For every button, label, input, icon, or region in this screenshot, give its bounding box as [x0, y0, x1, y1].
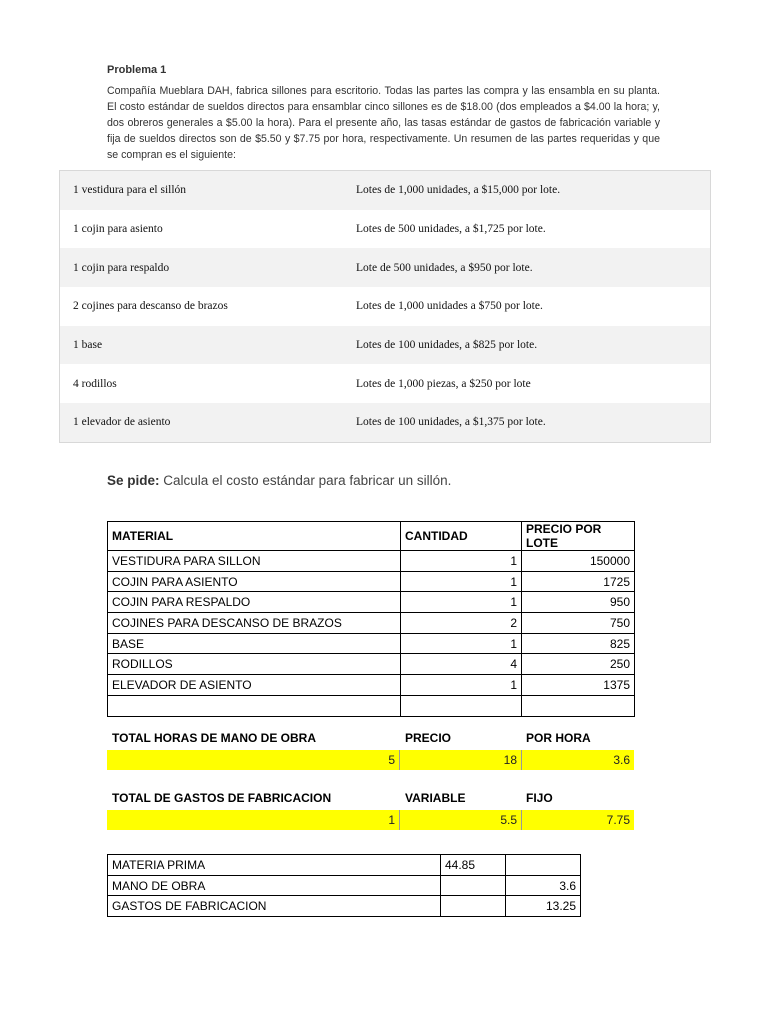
part-name: 1 cojin para respaldo [60, 248, 357, 287]
summary-label: GASTOS DE FABRICACION [108, 896, 441, 917]
labor-per-hour-value: 3.6 [522, 750, 634, 770]
summary-row [108, 896, 581, 917]
summary-table [107, 854, 581, 917]
overhead-values-row [107, 810, 634, 830]
parts-row [60, 403, 711, 442]
part-name: 1 cojin para asiento [60, 210, 357, 249]
summary-value-a [441, 896, 506, 917]
material-cell [108, 695, 401, 716]
parts-row [60, 248, 711, 287]
parts-row [60, 287, 711, 326]
part-name: 1 base [60, 326, 357, 365]
table-row [108, 551, 635, 572]
header-cantidad: CANTIDAD [401, 522, 522, 551]
summary-label: MATERIA PRIMA [108, 855, 441, 876]
problem-title: Problema 1 [107, 64, 167, 76]
part-lot: Lotes de 100 unidades, a $825 por lote. [356, 326, 711, 365]
material-cell: BASE [108, 633, 401, 654]
parts-table [59, 170, 711, 443]
precio-cell: 1375 [522, 675, 635, 696]
task-text: Calcula el costo estándar para fabricar un sillón. [163, 473, 452, 488]
material-cell: VESTIDURA PARA SILLON [108, 551, 401, 572]
overhead-header-variable: VARIABLE [405, 791, 466, 805]
materials-table [107, 521, 635, 717]
labor-price-value: 18 [400, 750, 522, 770]
parts-row [60, 210, 711, 249]
part-name: 4 rodillos [60, 364, 357, 403]
summary-value-a [441, 875, 506, 896]
precio-cell: 1725 [522, 571, 635, 592]
table-row [108, 613, 635, 634]
cantidad-cell: 4 [401, 654, 522, 675]
labor-header-hours: TOTAL HORAS DE MANO DE OBRA [112, 731, 317, 745]
cantidad-cell [401, 695, 522, 716]
precio-cell: 950 [522, 592, 635, 613]
material-cell: COJIN PARA RESPALDO [108, 592, 401, 613]
material-cell: ELEVADOR DE ASIENTO [108, 675, 401, 696]
material-cell: COJIN PARA ASIENTO [108, 571, 401, 592]
material-cell: COJINES PARA DESCANSO DE BRAZOS [108, 613, 401, 634]
cantidad-cell: 2 [401, 613, 522, 634]
labor-header-price: PRECIO [405, 731, 452, 745]
part-name: 1 elevador de asiento [60, 403, 357, 442]
table-row [108, 633, 635, 654]
parts-row [60, 364, 711, 403]
precio-cell [522, 695, 635, 716]
problem-statement: Compañía Mueblara DAH, fabrica sillones para escritorio. Todas las partes las compra y las ensambla en su planta. El costo estándar de sueldos directos para ensamblar cinco sillones es de $18.00 (dos empleados a $4.00 la hora; y, dos obreros generales a $5.00 la hora). Para el presente año, las tasas estándar de gastos de fabricación variable y fija de sueldos directos son de $5.50 y $7.75 por hora, respectivamente. Un resumen de las partes requeridas y que se compran es el siguiente: [107, 85, 660, 161]
part-name: 2 cojines para descanso de brazos [60, 287, 357, 326]
precio-cell: 750 [522, 613, 635, 634]
part-lot: Lotes de 1,000 unidades a $750 por lote. [356, 287, 711, 326]
summary-value-b: 13.25 [506, 896, 581, 917]
precio-cell: 250 [522, 654, 635, 675]
parts-row [60, 326, 711, 365]
overhead-fixed-value: 7.75 [522, 810, 634, 830]
part-lot: Lote de 500 unidades, a $950 por lote. [356, 248, 711, 287]
header-material: MATERIAL [108, 522, 401, 551]
overhead-total-value: 1 [107, 810, 400, 830]
material-cell: RODILLOS [108, 654, 401, 675]
summary-row [108, 875, 581, 896]
table-row [108, 675, 635, 696]
labor-hours-value: 5 [107, 750, 400, 770]
overhead-variable-value: 5.5 [400, 810, 522, 830]
table-row [108, 592, 635, 613]
summary-value-a: 44.85 [441, 855, 506, 876]
overhead-header-fixed: FIJO [526, 791, 553, 805]
summary-row [108, 855, 581, 876]
part-lot: Lotes de 1,000 unidades, a $15,000 por lote. [356, 171, 711, 210]
summary-label: MANO DE OBRA [108, 875, 441, 896]
part-lot: Lotes de 500 unidades, a $1,725 por lote. [356, 210, 711, 249]
task-prompt [107, 473, 451, 488]
cantidad-cell: 1 [401, 592, 522, 613]
parts-row [60, 171, 711, 210]
part-lot: Lotes de 1,000 piezas, a $250 por lote [356, 364, 711, 403]
labor-values-row [107, 750, 634, 770]
header-precio: PRECIO POR LOTE [522, 522, 635, 551]
overhead-header-total: TOTAL DE GASTOS DE FABRICACION [112, 791, 332, 805]
labor-header-per-hour: POR HORA [526, 731, 591, 745]
precio-cell: 825 [522, 633, 635, 654]
task-label: Se pide: [107, 473, 160, 488]
part-name: 1 vestidura para el sillón [60, 171, 357, 210]
table-row [108, 695, 635, 716]
cantidad-cell: 1 [401, 571, 522, 592]
cantidad-cell: 1 [401, 633, 522, 654]
summary-value-b: 3.6 [506, 875, 581, 896]
cantidad-cell: 1 [401, 675, 522, 696]
table-row [108, 571, 635, 592]
table-row [108, 654, 635, 675]
cantidad-cell: 1 [401, 551, 522, 572]
part-lot: Lotes de 100 unidades, a $1,375 por lote. [356, 403, 711, 442]
summary-value-b [506, 855, 581, 876]
precio-cell: 150000 [522, 551, 635, 572]
